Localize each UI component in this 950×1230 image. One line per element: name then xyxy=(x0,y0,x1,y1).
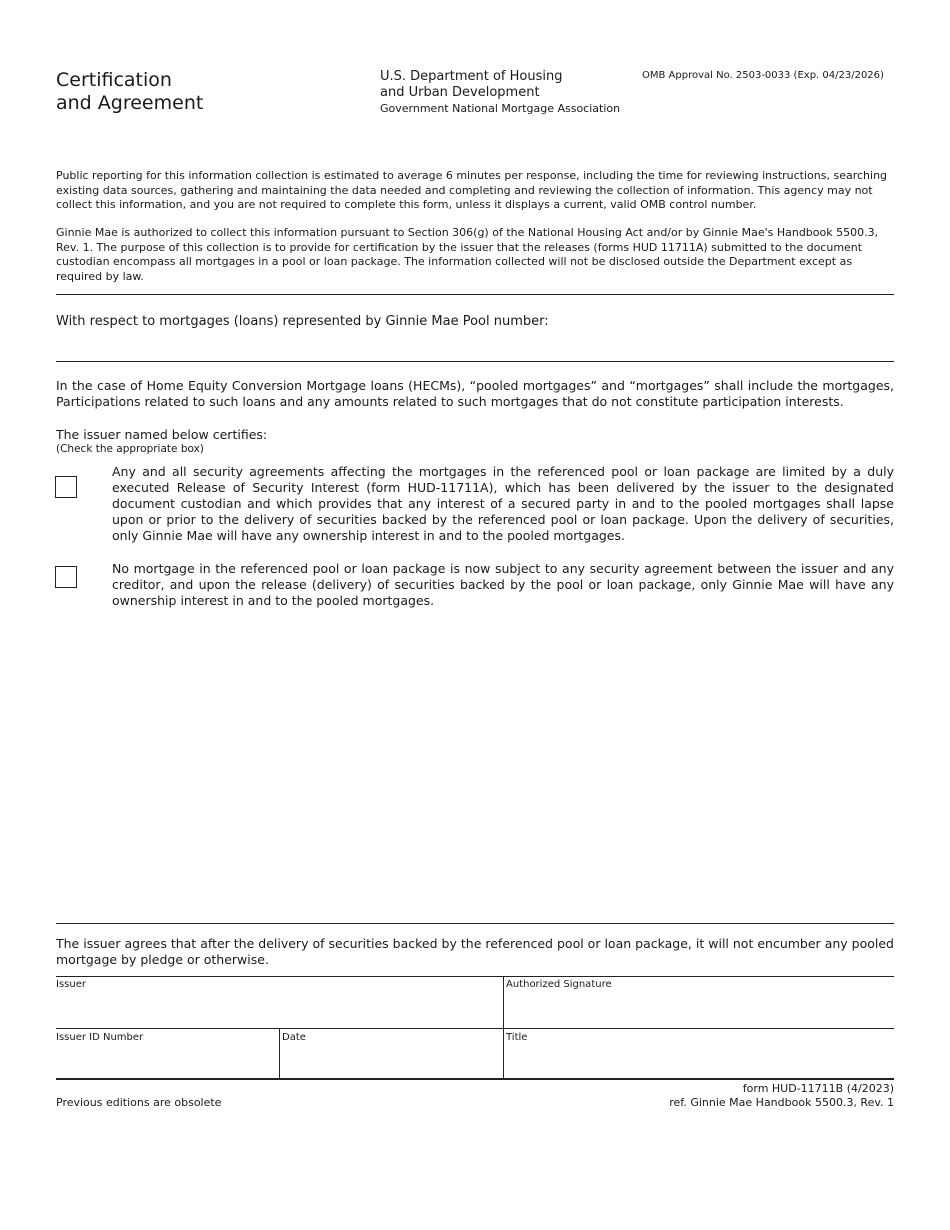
date-input[interactable] xyxy=(282,1053,492,1067)
authorized-signature-field[interactable] xyxy=(506,978,894,1026)
divider-top xyxy=(56,294,894,295)
issuer-field[interactable] xyxy=(56,978,501,1026)
issuer-id-input[interactable] xyxy=(56,1053,268,1067)
certification-heading xyxy=(56,427,267,456)
issuer-id-label: Issuer ID Number xyxy=(56,1032,144,1043)
agency-line2: and Urban Development xyxy=(380,85,540,100)
authorized-signature-input[interactable] xyxy=(506,1000,878,1014)
footer-obsolete-note: Previous editions are obsolete xyxy=(56,1096,222,1109)
certification-heading-text: The issuer named below certifies: xyxy=(56,427,268,442)
footer-handbook-ref: ref. Ginnie Mae Handbook 5500.3, Rev. 1 xyxy=(669,1096,894,1109)
form-title-line1: Certification xyxy=(56,69,172,91)
issuer-label: Issuer xyxy=(56,979,86,990)
pool-number-line xyxy=(56,361,894,362)
agreement-text: The issuer agrees that after the delivery of securities backed by the referenced pool or loan package, it will not encumber any pooled mortgage by pledge or otherwise. xyxy=(56,936,894,967)
date-field[interactable] xyxy=(282,1031,501,1076)
title-field[interactable] xyxy=(506,1031,894,1076)
title-input[interactable] xyxy=(506,1053,878,1067)
divider-agreement xyxy=(56,923,894,924)
footer-form-number: form HUD-11711B (4/2023) xyxy=(742,1082,894,1095)
agency-line3: Government National Mortgage Association xyxy=(380,102,621,115)
title-label: Title xyxy=(506,1032,528,1043)
table-top-line xyxy=(56,976,894,977)
issuer-input[interactable] xyxy=(56,1000,483,1014)
agency-block xyxy=(380,69,620,117)
table-vline-left xyxy=(279,1028,280,1078)
footer-form-ref xyxy=(669,1082,894,1110)
form-title xyxy=(56,69,203,115)
issuer-id-field[interactable] xyxy=(56,1031,277,1076)
table-mid-line xyxy=(56,1028,894,1029)
omb-approval: OMB Approval No. 2503-0033 (Exp. 04/23/2026) xyxy=(642,70,884,81)
pool-number-label: With respect to mortgages (loans) represented by Ginnie Mae Pool number: xyxy=(56,314,549,329)
option1-checkbox[interactable] xyxy=(55,476,77,498)
authorized-signature-label: Authorized Signature xyxy=(506,979,612,990)
table-vline-right xyxy=(503,976,504,1078)
certification-note: (Check the appropriate box) xyxy=(56,443,204,455)
pool-number-input[interactable] xyxy=(56,336,894,358)
agency-line1: U.S. Department of Housing xyxy=(380,69,563,84)
option2-checkbox[interactable] xyxy=(55,566,77,588)
date-label: Date xyxy=(282,1032,306,1043)
option1-text: Any and all security agreements affecting the mortgages in the referenced pool or loan package are limited by a duly executed Release of Security Interest (form HUD-11711A), which has been delivered by the issuer to the designated document custodian and which provides that any interest of a secured party in and to the pooled mortgages shall lapse upon or prior to the delivery of securities backed by the referenced pool or loan package. Upon the delivery of securities, only Ginnie Mae will have any ownership interest in and to the pooled mortgages. xyxy=(112,464,894,543)
option2-text: No mortgage in the referenced pool or loan package is now subject to any security agreement between the issuer and any creditor, and upon the release (delivery) of securities backed by the pool or loan package, only Ginnie Mae will have any ownership interest in and to the pooled mortgages. xyxy=(112,561,894,608)
table-bottom-line xyxy=(56,1078,894,1080)
authority-statement: Ginnie Mae is authorized to collect this information pursuant to Section 306(g) of the National Housing Act and/or by Ginnie Mae's Handbook 5500.3, Rev. 1. The purpose of this collection is to provide for certification by the issuer that the releases (forms HUD 11711A) submitted to the document custodian encompass all mortgages in a pool or loan package. The information collected will not be disclosed outside the Department except as required by law. xyxy=(56,226,879,283)
hecm-note: In the case of Home Equity Conversion Mortgage loans (HECMs), “pooled mortgages” and “mortgages” shall include the mortgages, Participations related to such loans and any amounts related to such mortgages that do not constitute participation interests. xyxy=(56,378,894,409)
burden-statement: Public reporting for this information collection is estimated to average 6 minutes per response, including the time for reviewing instructions, searching existing data sources, gathering and maintaining the data needed and completing and reviewing the collection of information. This agency may not collect this information, and you are not required to complete this form, unless it displays a current, valid OMB control number. xyxy=(56,169,888,211)
form-title-line2: and Agreement xyxy=(56,92,204,114)
